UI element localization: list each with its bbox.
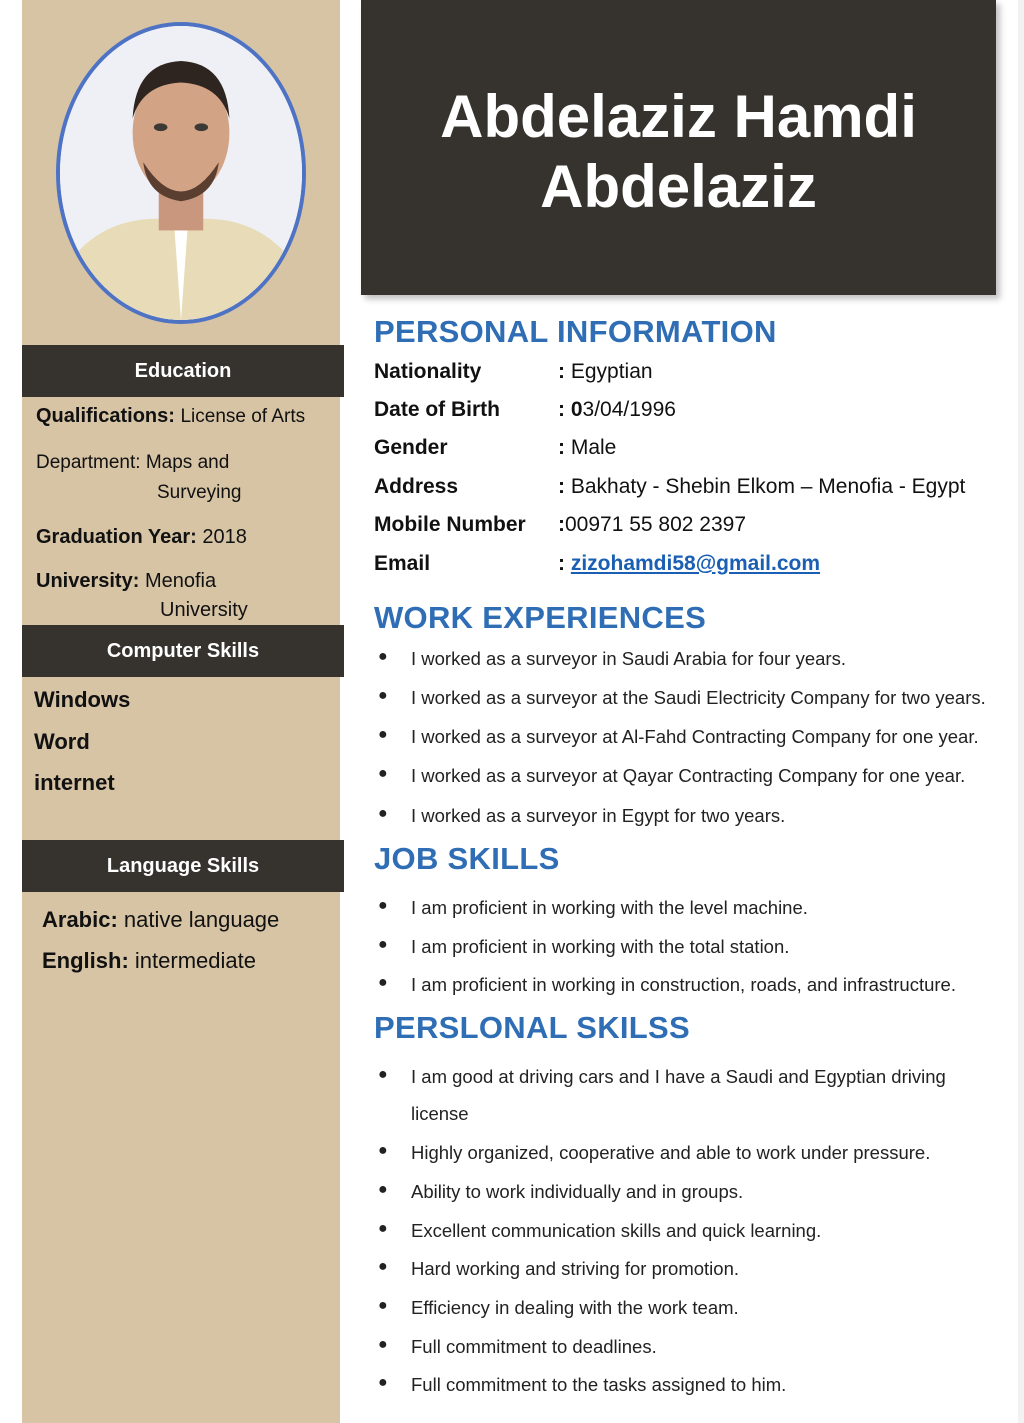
university-value-continued: University bbox=[160, 599, 248, 621]
list-item: ● I worked as a surveyor at the Saudi Electricity Company for two years. bbox=[378, 687, 986, 708]
language-label: English: bbox=[42, 948, 129, 973]
list-item-text: I worked as a surveyor at Al-Fahd Contracting Company for one year. bbox=[411, 726, 979, 747]
list-item: ● Efficiency in dealing with the work team. bbox=[378, 1297, 739, 1318]
list-item: ● I worked as a surveyor in Egypt for two years. bbox=[378, 805, 786, 826]
university bbox=[36, 570, 216, 593]
info-row-email bbox=[374, 552, 820, 580]
graduation-year bbox=[36, 526, 247, 549]
list-item-text: Full commitment to the tasks assigned to him. bbox=[411, 1374, 787, 1395]
list-item: ● I am good at driving cars and I have a Saudi and Egyptian driving bbox=[378, 1066, 946, 1087]
full-name-line-1: Abdelaziz Hamdi bbox=[440, 82, 917, 150]
info-separator: : 0 bbox=[558, 398, 583, 421]
list-item-text: Hard working and striving for promotion. bbox=[411, 1258, 740, 1279]
computer-skills-header: Computer Skills bbox=[22, 625, 344, 677]
list-item-text: Highly organized, cooperative and able to work under pressure. bbox=[411, 1142, 931, 1163]
info-separator: : bbox=[558, 436, 571, 459]
university-label: University: bbox=[36, 570, 140, 592]
department bbox=[36, 452, 229, 474]
list-item-text: license bbox=[411, 1103, 469, 1124]
profile-photo bbox=[56, 22, 306, 324]
info-label: Mobile Number bbox=[374, 513, 526, 536]
info-value: Egyptian bbox=[570, 360, 653, 383]
language-arabic bbox=[42, 907, 279, 933]
qualifications bbox=[36, 405, 305, 428]
personal-skills-title: PERSLONAL SKILSS bbox=[374, 1010, 690, 1045]
list-item-text: I am proficient in working with the level machine. bbox=[411, 897, 808, 918]
job-skills-title: JOB SKILLS bbox=[374, 841, 560, 876]
info-label: Email bbox=[374, 552, 431, 575]
language-level: native language bbox=[123, 907, 280, 932]
page-edge bbox=[1018, 0, 1024, 1423]
info-label: Nationality bbox=[374, 360, 482, 383]
list-item: ● Hard working and striving for promotion. bbox=[378, 1258, 740, 1279]
computer-skill-item: internet bbox=[34, 770, 115, 795]
work-experiences-title: WORK EXPERIENCES bbox=[374, 600, 707, 635]
department-value-continued: Surveying bbox=[157, 482, 242, 503]
list-item-text: I am proficient in working in construction, roads, and infrastructure. bbox=[411, 974, 956, 995]
list-item-text: Full commitment to deadlines. bbox=[411, 1336, 657, 1357]
language-level: intermediate bbox=[134, 948, 256, 973]
info-separator: : bbox=[558, 360, 571, 383]
university-value: Menofia bbox=[144, 570, 217, 592]
name-banner bbox=[361, 0, 996, 295]
list-item-text: Ability to work individually and in groups. bbox=[411, 1181, 744, 1202]
info-value: Male bbox=[570, 436, 617, 459]
info-row-gender bbox=[374, 436, 616, 464]
full-name-line-2: Abdelaziz bbox=[540, 152, 817, 220]
list-item: ● Excellent communication skills and quick learning. bbox=[378, 1220, 822, 1241]
qualifications-value: License of Arts bbox=[180, 406, 306, 427]
list-item: ● I am proficient in working with the total station. bbox=[378, 936, 790, 957]
department-label: Department: bbox=[36, 452, 141, 473]
email-link[interactable]: zizohamdi58@gmail.com bbox=[570, 552, 821, 575]
language-label: Arabic: bbox=[42, 907, 118, 932]
list-item: ● Highly organized, cooperative and able to work under pressure. bbox=[378, 1142, 931, 1163]
list-item: ● I worked as a surveyor in Saudi Arabia for four years. bbox=[378, 648, 846, 669]
info-row-date-of-birth bbox=[374, 398, 676, 426]
info-row-mobile-number bbox=[374, 513, 746, 541]
list-item: ● Full commitment to deadlines. bbox=[378, 1336, 657, 1357]
list-item-text: I worked as a surveyor at the Saudi Electricity Company for two years. bbox=[411, 687, 986, 708]
info-separator: : bbox=[558, 475, 571, 498]
info-row-address bbox=[374, 475, 965, 503]
list-item-text: I am proficient in working with the total station. bbox=[411, 936, 790, 957]
personal-information-title: PERSONAL INFORMATION bbox=[374, 314, 777, 349]
list-item-text: I worked as a surveyor in Saudi Arabia for four years. bbox=[411, 648, 846, 669]
graduation-value: 2018 bbox=[202, 526, 247, 548]
language-english bbox=[42, 948, 256, 974]
info-row-nationality bbox=[374, 360, 653, 388]
computer-skill-item: Word bbox=[34, 729, 90, 754]
list-item: ● I worked as a surveyor at Al-Fahd Contracting Company for one year. bbox=[378, 726, 979, 747]
info-value: 00971 55 802 2397 bbox=[565, 513, 747, 536]
list-item-text: Efficiency in dealing with the work team. bbox=[411, 1297, 739, 1318]
list-item-text: I am good at driving cars and I have a Saudi and Egyptian driving bbox=[411, 1066, 946, 1087]
info-separator: : bbox=[558, 513, 565, 536]
info-value: Bakhaty - Shebin Elkom – Menofia - Egypt bbox=[570, 475, 966, 498]
qualifications-label: Qualifications: bbox=[36, 405, 175, 427]
language-skills-header: Language Skills bbox=[22, 840, 344, 892]
email-value bbox=[571, 552, 820, 580]
list-item-text: Excellent communication skills and quick learning. bbox=[411, 1220, 822, 1241]
graduation-label: Graduation Year: bbox=[36, 526, 197, 548]
info-separator: : bbox=[558, 552, 571, 575]
list-item-text: I worked as a surveyor in Egypt for two years. bbox=[411, 805, 786, 826]
list-item: ● Full commitment to the tasks assigned to him. bbox=[378, 1374, 787, 1395]
list-item-text: I worked as a surveyor at Qayar Contracting Company for one year. bbox=[411, 765, 966, 786]
list-item: ● Ability to work individually and in groups. bbox=[378, 1181, 744, 1202]
info-label: Address bbox=[374, 475, 459, 498]
info-value: 3/04/1996 bbox=[582, 398, 676, 421]
education-header: Education bbox=[22, 345, 344, 397]
list-item: ● I am proficient in working with the level machine. bbox=[378, 897, 808, 918]
list-item: ● I am proficient in working in construction, roads, and infrastructure. bbox=[378, 974, 956, 995]
department-value: Maps and bbox=[145, 452, 230, 473]
info-label: Gender bbox=[374, 436, 448, 459]
info-label: Date of Birth bbox=[374, 398, 500, 421]
list-item-continuation bbox=[378, 1103, 469, 1125]
list-item: ● I worked as a surveyor at Qayar Contracting Company for one year. bbox=[378, 765, 966, 786]
computer-skill-item: Windows bbox=[34, 687, 131, 712]
